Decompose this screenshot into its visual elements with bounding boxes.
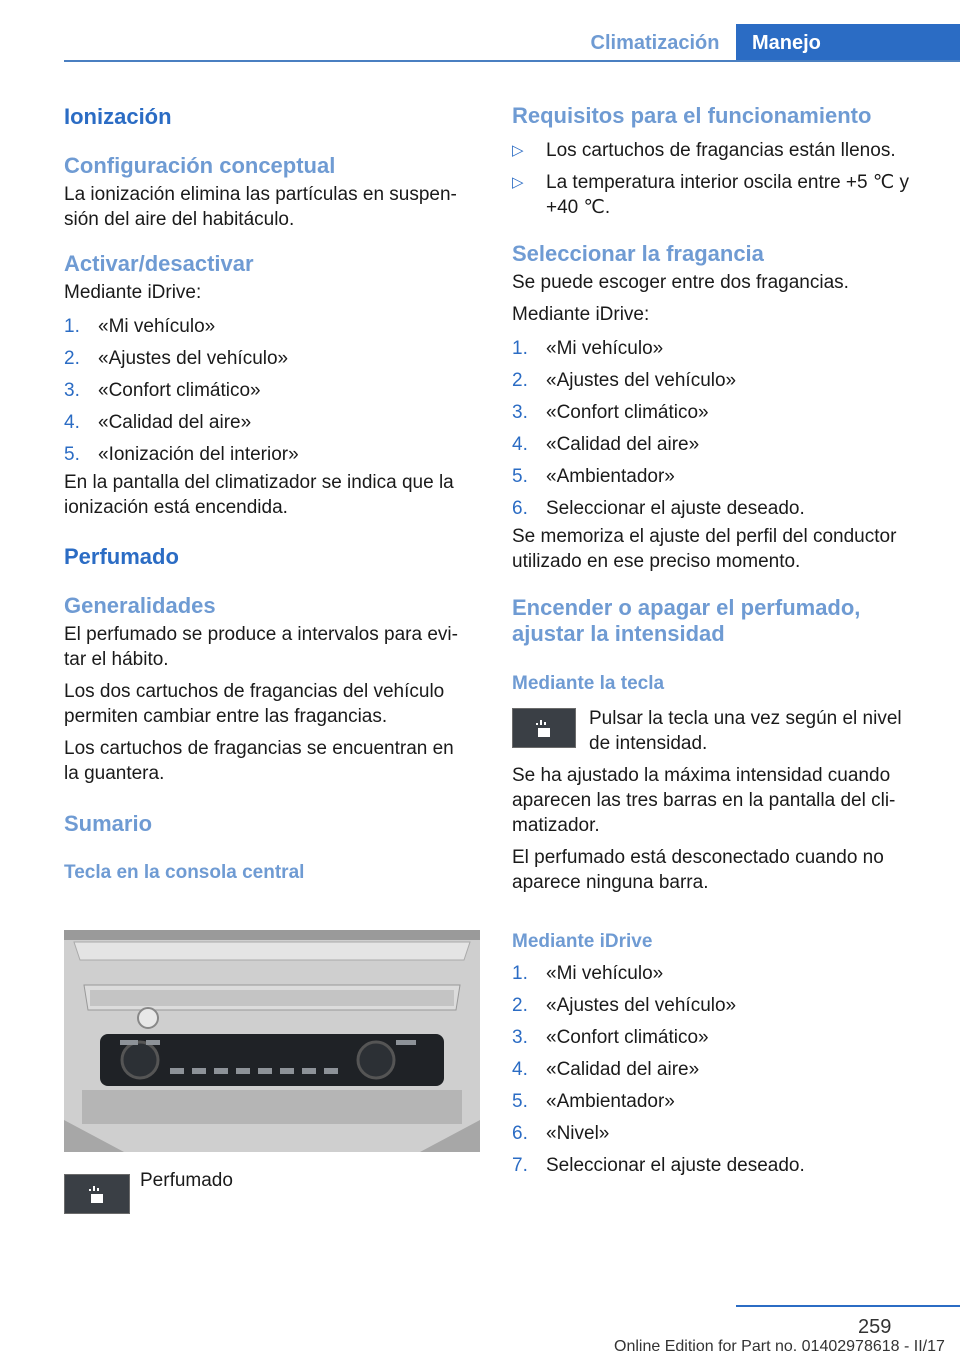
gen-p3-line-1: Los cartuchos de fragancias se encuentran en [64, 738, 454, 759]
step-text: «Confort climático» [98, 380, 261, 401]
step-text: «Ambientador» [546, 466, 675, 487]
config-text-line-1: La ionización elimina las partículas en suspen‐ [64, 184, 457, 205]
step-number: 5. [64, 444, 80, 465]
list-item [512, 1025, 932, 1057]
step-number: 5. [512, 1091, 528, 1112]
step-text: «Mi vehículo» [98, 316, 216, 337]
footer-rule [736, 1305, 960, 1307]
step-text: «Calidad del aire» [546, 1059, 700, 1080]
left-column [64, 100, 478, 886]
step-text: «Confort climático» [546, 1027, 709, 1048]
list-item [64, 378, 478, 410]
list-item [512, 195, 932, 220]
list-item [512, 138, 932, 170]
config-text-line-2: sión del aire del habitáculo. [64, 209, 295, 230]
requirement-text-cont: +40 ℃. [546, 197, 611, 218]
step-text: «Ajustes del vehículo» [98, 348, 289, 369]
perfume-icon [84, 1183, 110, 1205]
step-number: 1. [512, 338, 528, 359]
fragrance-steps [512, 336, 932, 524]
idrive-label: Mediante iDrive: [64, 282, 202, 303]
step-text: «Calidad del aire» [546, 434, 700, 455]
requirement-text: La temperatura interior oscila entre +5 ℃ y [546, 172, 909, 193]
heading-configuracion: Configuración conceptual [64, 153, 336, 178]
step-number: 4. [64, 412, 80, 433]
gen-p1-line-1: El perfumado se produce a intervalos para evi‐ [64, 624, 458, 645]
center-console-illustration [64, 930, 480, 1152]
idrive-label-right: Mediante iDrive: [512, 304, 650, 325]
requirement-text: Los cartuchos de fragancias están llenos. [546, 140, 896, 161]
header-chapter-tab: Manejo [736, 24, 960, 62]
step-number: 4. [512, 434, 528, 455]
step-text: Seleccionar el ajuste deseado. [546, 1155, 805, 1176]
step-text: «Ajustes del vehículo» [546, 995, 737, 1016]
off-line-1: El perfumado está desconectado cuando no [512, 847, 884, 868]
step-number: 2. [512, 995, 528, 1016]
list-item [512, 1057, 932, 1089]
intensity-steps [512, 961, 932, 1185]
memo-line-1: Se memoriza el ajuste del perfil del conductor [512, 526, 897, 547]
list-item [512, 496, 932, 524]
heading-encender-line-1: Encender o apagar el perfumado, [512, 595, 861, 620]
step-number: 6. [512, 498, 528, 519]
triangle-bullet-icon: ▷ [512, 174, 524, 191]
list-item [64, 346, 478, 378]
list-item [512, 368, 932, 400]
heading-activar: Activar/desactivar [64, 251, 254, 276]
list-item [512, 993, 932, 1025]
tecla-block [512, 706, 932, 756]
step-number: 4. [512, 1059, 528, 1080]
edition-note: Online Edition for Part no. 01402978618 - II/17 [614, 1338, 945, 1355]
step-text: «Confort climático» [546, 402, 709, 423]
max-line-3: matizador. [512, 815, 600, 836]
ionization-steps [64, 314, 478, 470]
heading-requisitos: Requisitos para el funcionamiento [512, 103, 872, 128]
step-number: 1. [64, 316, 80, 337]
step-text: «Mi vehículo» [546, 338, 664, 359]
heading-generalidades: Generalidades [64, 593, 216, 618]
step-number: 2. [512, 370, 528, 391]
tecla-text-line-2: de intensidad. [589, 733, 708, 754]
tecla-text-line-1: Pulsar la tecla una vez según el nivel [589, 708, 902, 729]
list-item [64, 442, 478, 470]
perfume-icon [531, 717, 557, 739]
step-text: Seleccionar el ajuste deseado. [546, 498, 805, 519]
heading-seleccionar: Seleccionar la fragancia [512, 241, 764, 266]
requirements-list [512, 138, 932, 220]
ion-note-line-2: ionización está encendida. [64, 497, 288, 518]
right-column [512, 100, 932, 1185]
ion-note-line-1: En la pantalla del climatizador se indica que la [64, 472, 454, 493]
perfume-button-icon [64, 1174, 130, 1214]
list-item [512, 1121, 932, 1153]
step-number: 2. [64, 348, 80, 369]
step-text: «Nivel» [546, 1123, 610, 1144]
tecla-text [589, 706, 902, 756]
max-line-2: aparecen las tres barras en la pantalla del cli‐ [512, 790, 896, 811]
list-item [512, 336, 932, 368]
step-text: «Mi vehículo» [546, 963, 664, 984]
step-text: «Ajustes del vehículo» [546, 370, 737, 391]
step-number: 6. [512, 1123, 528, 1144]
list-item [512, 400, 932, 432]
off-line-2: aparece ninguna barra. [512, 872, 709, 893]
heading-encender-line-2: ajustar la intensidad [512, 621, 725, 646]
heading-mediante-tecla: Mediante la tecla [512, 673, 665, 694]
step-text: «Calidad del aire» [98, 412, 252, 433]
list-item [512, 170, 932, 195]
perfume-button-icon-right [512, 708, 576, 748]
list-item [512, 464, 932, 496]
center-console-photo [64, 930, 480, 1152]
heading-mediante-idrive: Mediante iDrive [512, 931, 653, 952]
max-line-1: Se ha ajustado la máxima intensidad cuando [512, 765, 891, 786]
page-number: 259 [858, 1316, 892, 1338]
step-number: 1. [512, 963, 528, 984]
step-text: «Ionización del interior» [98, 444, 299, 465]
list-item [512, 1089, 932, 1121]
gen-p2-line-1: Los dos cartuchos de fragancias del vehículo [64, 681, 445, 702]
gen-p1-line-2: tar el hábito. [64, 649, 169, 670]
list-item [512, 1153, 932, 1185]
step-number: 3. [64, 380, 80, 401]
triangle-bullet-icon: ▷ [512, 142, 524, 159]
header-section-label: Climatización [590, 31, 720, 54]
list-item [512, 432, 932, 464]
perfume-icon-label: Perfumado [140, 1170, 233, 1191]
list-item [64, 410, 478, 442]
heading-perfumado: Perfumado [64, 544, 179, 569]
memo-line-2: utilizado en ese preciso momento. [512, 551, 801, 572]
heading-tecla-consola: Tecla en la consola central [64, 862, 305, 883]
heading-ionizacion: Ionización [64, 104, 172, 129]
heading-sumario: Sumario [64, 811, 153, 836]
gen-p3-line-2: la guantera. [64, 763, 165, 784]
step-text: «Ambientador» [546, 1091, 675, 1112]
sel-text: Se puede escoger entre dos fragancias. [512, 272, 849, 293]
step-number: 3. [512, 402, 528, 423]
list-item [64, 314, 478, 346]
step-number: 7. [512, 1155, 528, 1176]
header-rule [64, 60, 960, 62]
gen-p2-line-2: permiten cambiar entre las fragancias. [64, 706, 388, 727]
step-number: 3. [512, 1027, 528, 1048]
step-number: 5. [512, 466, 528, 487]
list-item [512, 961, 932, 993]
